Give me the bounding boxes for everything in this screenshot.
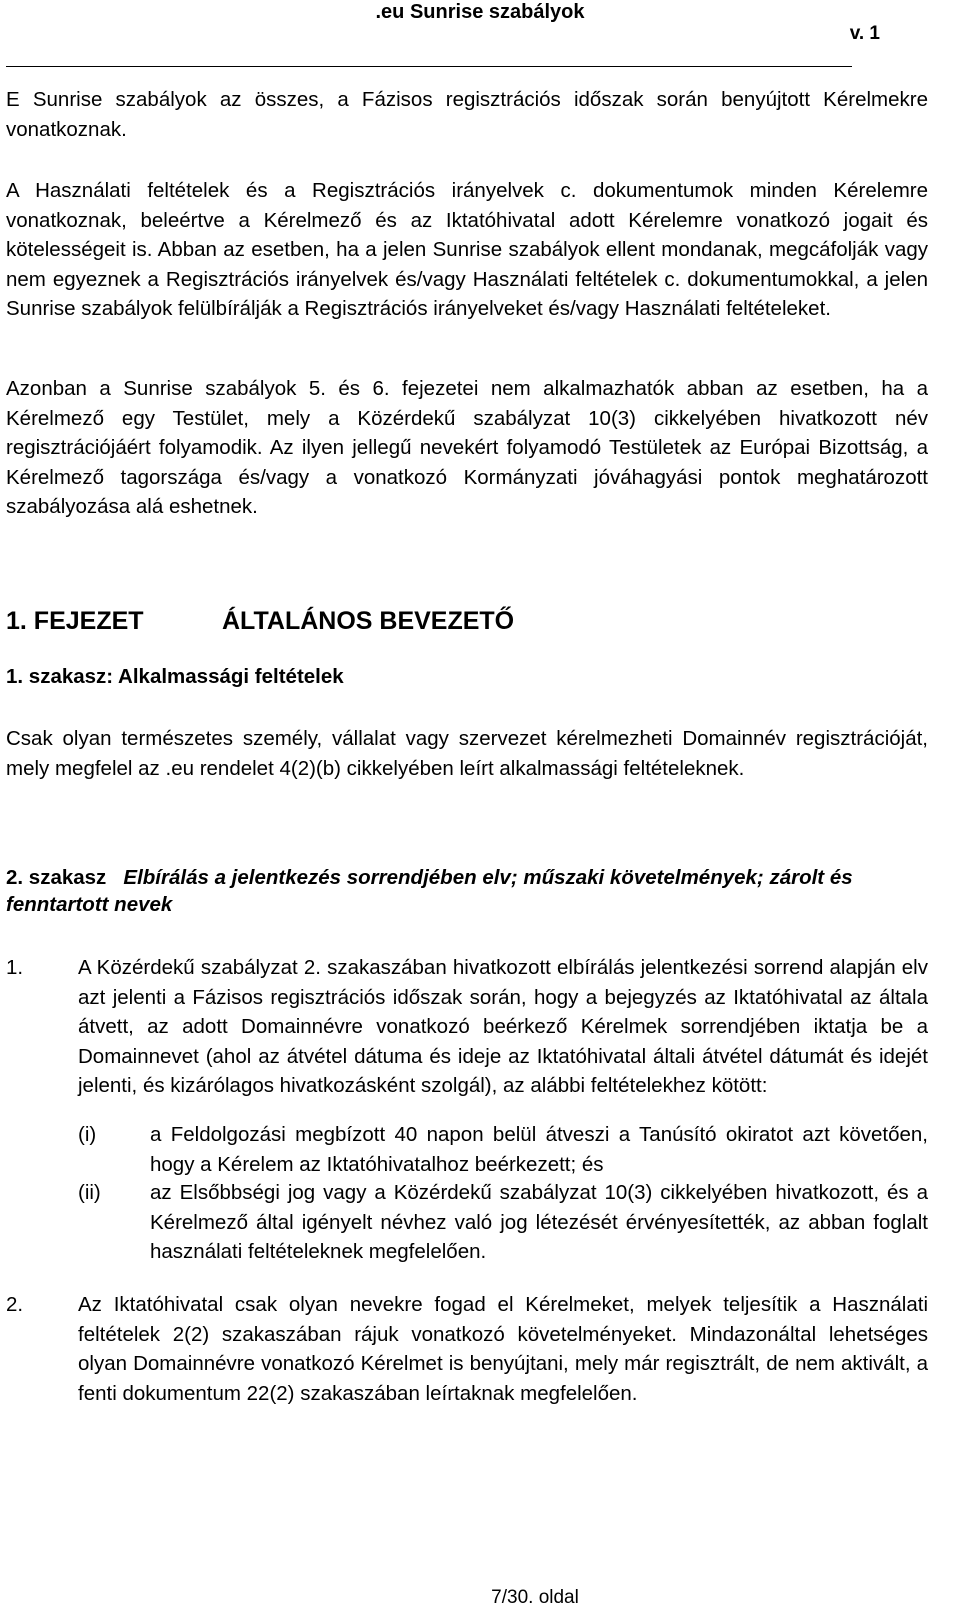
list-item-2-text: Az Iktatóhivatal csak olyan nevekre fogad el Kérelmeket, melyek teljesítik a Használati feltételek 2(2) szakaszában rájuk vonatkozó követelményeket. Mindazonáltal lehetséges olyan Domainnévre vonatkozó Kérelmet is benyújtani, mely már regisztrált, de nem aktivált, a fenti dokumentum 22(2) szakaszában leírtaknak megfelelően. (78, 1293, 928, 1405)
intro-paragraph-2: A Használati feltételek és a Regisztrációs irányelvek c. dokumentumok minden Kérelemre vonatkoznak, beleértve a Kérelmező és az Iktatóhivatal adott Kérelemre vonatkozó jogait és kötelességeit is. Abban az esetben, ha a jelen Sunrise szabályok ellent mondanak, megcáfolják vagy nem egyeznek a Regisztrációs irányelvek és/vagy Használati feltételek c. dokumentumokkal, a jelen Sunrise szabályok felülbírálják a Regisztrációs irányelveket és/vagy Használati feltételeket. (6, 179, 928, 320)
chapter-title: ÁLTALÁNOS BEVEZETŐ (222, 607, 515, 635)
header-rule (6, 66, 852, 67)
sub-item-ii-number: (ii) (78, 1181, 101, 1204)
intro-paragraph-3: Azonban a Sunrise szabályok 5. és 6. fejezetei nem alkalmazhatók abban az esetben, ha a Kérelmező egy Testület, mely a Közérdekű szabályzat 10(3) cikkelyében hivatkozott név regisztrációjáért folyamodik. Az ilyen jellegű nevekért folyamodó Testületek az Európai Bizottság, a Kérelmező tagországa és/vagy a vonatkozó Kormányzati jóváhagyási pontok meghatározott szabályozása alá eshetnek. (6, 377, 928, 518)
section-2-title: Elbírálás a jelentkezés sorrendjében elv; műszaki követelmények; zárolt és fenntartott nevek (6, 866, 853, 916)
header-title: .eu Sunrise szabályok (375, 1, 585, 23)
section-2-number: 2. szakasz (6, 866, 107, 889)
list-item-2-number: 2. (6, 1293, 24, 1316)
intro-paragraph-1: E Sunrise szabályok az összes, a Fázisos regisztrációs időszak során benyújtott Kérelmekre vonatkoznak. (6, 88, 928, 141)
sub-item-ii-text: az Elsőbbségi jog vagy a Közérdekű szabályzat 10(3) cikkelyében hivatkozott, és a Kérelmező által igényelt névhez való jog létezését érvényesítették, az abban foglalt használati feltételeknek megfelelően. (150, 1181, 928, 1263)
section-2-heading (6, 864, 928, 918)
sub-item-i-number: (i) (78, 1123, 97, 1146)
list-item-1-text: A Közérdekű szabályzat 2. szakaszában hivatkozott elbírálás jelentkezési sorrend alapján elv azt jelenti a Fázisos regisztrációs időszak során, hogy a bejegyzés az Iktatóhivatal az általa átvett, az adott Domainnévre vonatkozó beérkező Kérelmek sorrendjében iktatja be a Domainnevet (ahol az átvétel dátuma és ideje az Iktatóhivatal általi átvétel dátumát és idejét jelenti, és kizárólagos hivatkozásként szolgál), az alábbi feltételekhez kötött: (78, 956, 928, 1097)
chapter-heading (6, 604, 928, 638)
section-1-heading: 1. szakasz: Alkalmassági feltételek (6, 665, 344, 688)
section-1-body: Csak olyan természetes személy, vállalat vagy szervezet kérelmezheti Domainnév regisztrációját, mely megfelel az .eu rendelet 4(2)(b) cikkelyében leírt alkalmassági feltételeknek. (6, 727, 928, 780)
sub-item-i-text: a Feldolgozási megbízott 40 napon belül átveszi a Tanúsító okiratot azt követően, hogy a Kérelem az Iktatóhivatalhoz beérkezett; és (150, 1123, 928, 1176)
header-version: v. 1 (849, 23, 880, 44)
page-footer: 7/30. oldal (491, 1587, 579, 1608)
list-item-1-number: 1. (6, 956, 24, 979)
chapter-number: 1. FEJEZET (6, 607, 144, 635)
